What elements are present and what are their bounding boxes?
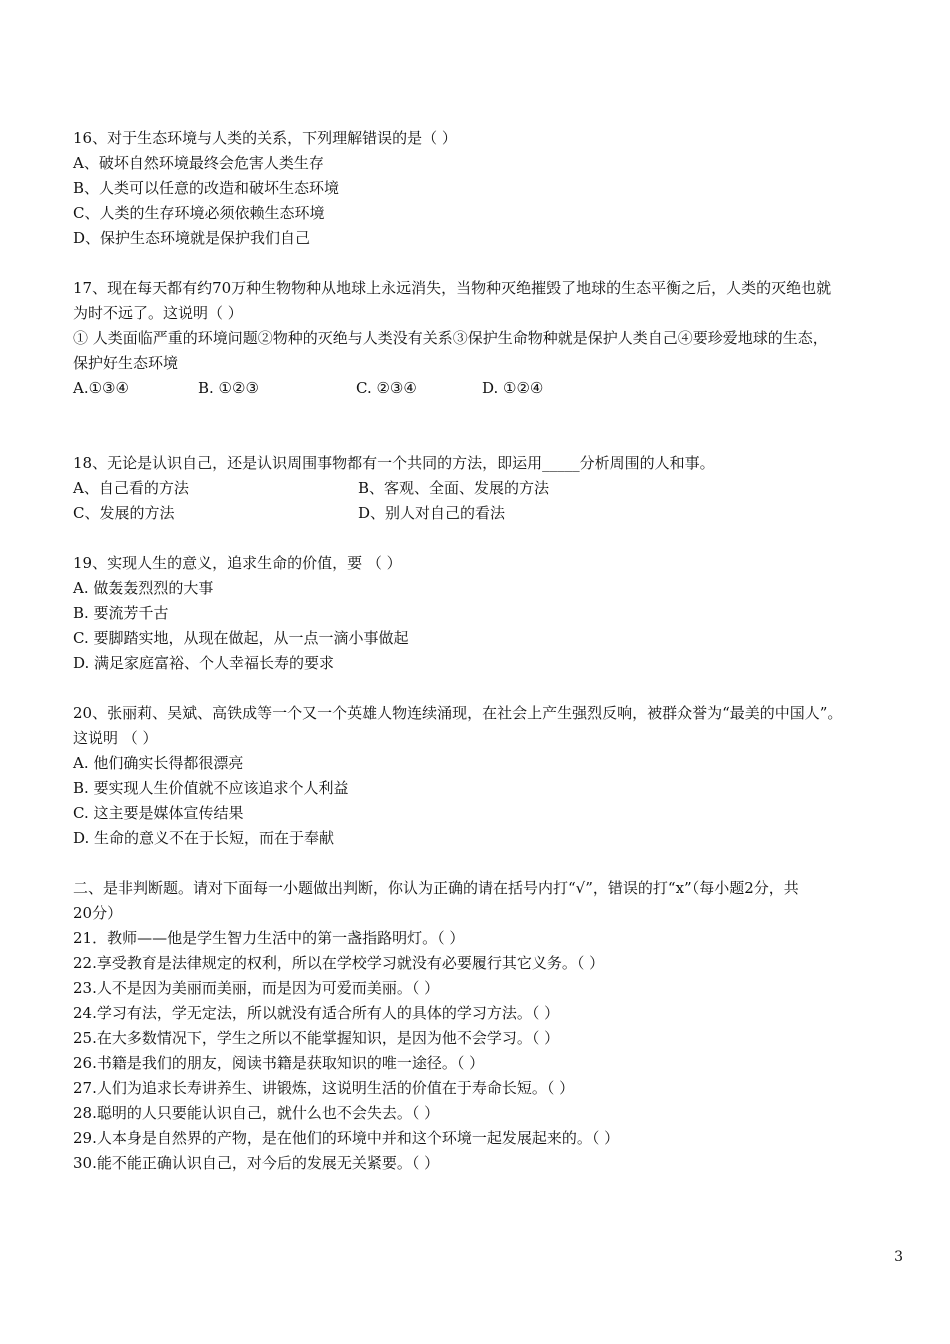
option-b: B、人类可以任意的改造和破坏生态环境 xyxy=(73,179,340,197)
judgement-item-23: 23.人不是因为美丽而美丽，而是因为可爱而美丽。（ ） xyxy=(73,979,440,997)
question-stem-line-1: 17、现在每天都有约70万种生物物种从地球上永远消失，当物种灭绝摧毁了地球的生态平衡之后，人类的灭绝也就 xyxy=(73,279,832,297)
judgement-item-22: 22.享受教育是法律规定的权利，所以在学校学习就没有必要履行其它义务。（ ） xyxy=(73,954,605,972)
spacer xyxy=(73,851,913,876)
question-17 xyxy=(73,276,913,401)
spacer xyxy=(73,676,913,701)
statements-line-1: ① 人类面临严重的环境问题②物种的灭绝与人类没有关系③保护生命物种就是保护人类自己④要珍爱地球的生态， xyxy=(73,329,828,347)
exam-page xyxy=(73,126,913,1176)
question-19 xyxy=(73,551,913,676)
section-true-false xyxy=(73,876,913,1176)
options-row-2 xyxy=(73,501,913,526)
option-c: C. 要脚踏实地，从现在做起，从一点一滴小事做起 xyxy=(73,629,409,647)
options-row-1 xyxy=(73,476,913,501)
spacer xyxy=(73,251,913,276)
question-stem: 18、无论是认识自己，还是认识周围事物都有一个共同的方法，即运用_____分析周围的人和事。 xyxy=(73,454,715,472)
option-d: D. ①②④ xyxy=(482,379,544,397)
question-20 xyxy=(73,701,913,851)
option-d: D、保护生态环境就是保护我们自己 xyxy=(73,229,311,247)
option-a: A. 做轰轰烈烈的大事 xyxy=(73,579,214,597)
judgement-item-29: 29.人本身是自然界的产物，是在他们的环境中并和这个环境一起发展起来的。（ ） xyxy=(73,1129,620,1147)
spacer xyxy=(73,401,913,451)
option-a: A、破坏自然环境最终会危害人类生存 xyxy=(73,154,324,172)
judgement-item-24: 24.学习有法，学无定法，所以就没有适合所有人的具体的学习方法。（ ） xyxy=(73,1004,560,1022)
option-c: C. 这主要是媒体宣传结果 xyxy=(73,804,244,822)
option-d: D. 满足家庭富裕、个人幸福长寿的要求 xyxy=(73,654,335,672)
spacer xyxy=(73,526,913,551)
question-stem: 19、实现人生的意义，追求生命的价值，要 （ ） xyxy=(73,554,402,572)
question-16 xyxy=(73,126,913,251)
section-heading-line-1: 二、是非判断题。请对下面每一小题做出判断，你认为正确的请在括号内打“√”，错误的打“x”（每小题2分，共 xyxy=(73,879,799,897)
option-c: C、发展的方法 xyxy=(73,504,175,522)
question-stem-line-2: 为时不远了。这说明（ ） xyxy=(73,304,243,322)
judgement-item-26: 26.书籍是我们的朋友，阅读书籍是获取知识的唯一途径。（ ） xyxy=(73,1054,485,1072)
option-d: D. 生命的意义不在于长短，而在于奉献 xyxy=(73,829,335,847)
option-a: A. 他们确实长得都很漂亮 xyxy=(73,754,244,772)
option-a: A、自己看的方法 xyxy=(73,479,189,497)
judgement-item-25: 25.在大多数情况下，学生之所以不能掌握知识，是因为他不会学习。（ ） xyxy=(73,1029,560,1047)
question-stem: 16、对于生态环境与人类的关系，下列理解错误的是（ ） xyxy=(73,129,457,147)
question-stem-line-1: 20、张丽莉、吴斌、高铁成等一个又一个英雄人物连续涌现，在社会上产生强烈反响，被群众誉为“最美的中国人”。 xyxy=(73,704,843,722)
option-b: B. 要实现人生价值就不应该追求个人利益 xyxy=(73,779,349,797)
judgement-item-21: 21．教师——他是学生智力生活中的第一盏指路明灯。（ ） xyxy=(73,929,465,947)
section-heading-line-2: 20分） xyxy=(73,904,123,922)
question-stem-line-2: 这说明 （ ） xyxy=(73,729,158,747)
option-c: C、人类的生存环境必须依赖生态环境 xyxy=(73,204,325,222)
option-d: D、别人对自己的看法 xyxy=(358,504,506,522)
option-b: B. ①②③ xyxy=(198,379,259,397)
option-b: B、客观、全面、发展的方法 xyxy=(358,479,550,497)
option-c: C. ②③④ xyxy=(356,379,417,397)
judgement-item-30: 30.能不能正确认识自己，对今后的发展无关紧要。（ ） xyxy=(73,1154,440,1172)
option-b: B. 要流芳千古 xyxy=(73,604,169,622)
judgement-item-28: 28.聪明的人只要能认识自己，就什么也不会失去。（ ） xyxy=(73,1104,440,1122)
option-a: A.①③④ xyxy=(73,379,129,397)
question-18 xyxy=(73,451,913,526)
options-row xyxy=(73,376,913,401)
page-number: 3 xyxy=(894,1249,903,1265)
statements-line-2: 保护好生态环境 xyxy=(73,354,179,372)
judgement-item-27: 27.人们为追求长寿讲养生、讲锻炼，这说明生活的价值在于寿命长短。（ ） xyxy=(73,1079,575,1097)
